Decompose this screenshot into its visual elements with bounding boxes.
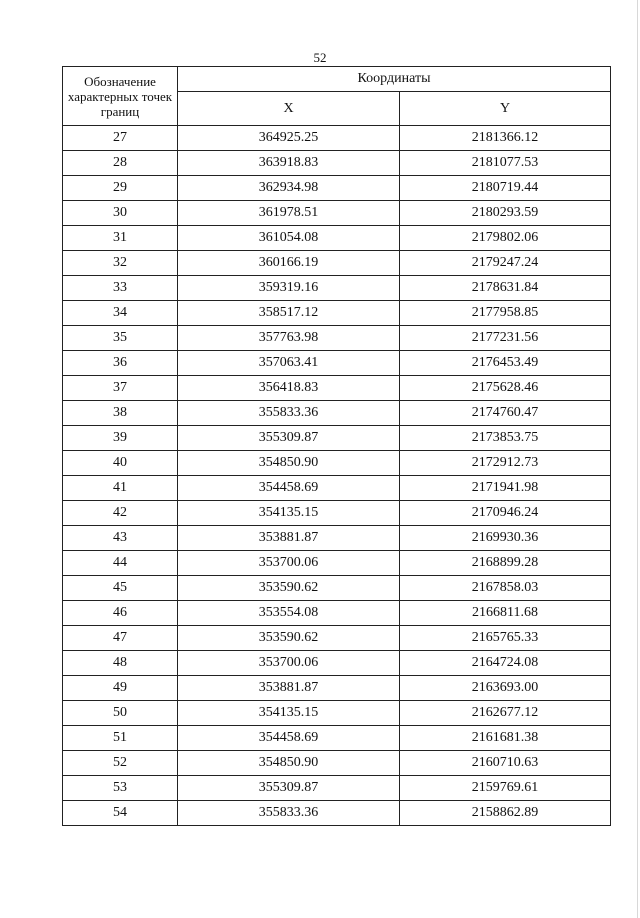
y-cell: 2180293.59	[400, 201, 611, 226]
table-row	[63, 751, 611, 776]
point-cell: 54	[63, 801, 178, 826]
table-row	[63, 626, 611, 651]
x-cell: 357763.98	[178, 326, 400, 351]
point-cell: 42	[63, 501, 178, 526]
point-cell: 31	[63, 226, 178, 251]
point-cell: 29	[63, 176, 178, 201]
x-cell: 353590.62	[178, 626, 400, 651]
x-cell: 356418.83	[178, 376, 400, 401]
y-cell: 2179247.24	[400, 251, 611, 276]
y-cell: 2171941.98	[400, 476, 611, 501]
point-cell: 46	[63, 601, 178, 626]
header-y: Y	[400, 92, 611, 126]
x-cell: 353700.06	[178, 651, 400, 676]
y-cell: 2167858.03	[400, 576, 611, 601]
x-cell: 359319.16	[178, 276, 400, 301]
y-cell: 2159769.61	[400, 776, 611, 801]
table-row	[63, 401, 611, 426]
x-cell: 354135.15	[178, 501, 400, 526]
point-cell: 43	[63, 526, 178, 551]
point-cell: 35	[63, 326, 178, 351]
x-cell: 353881.87	[178, 526, 400, 551]
x-cell: 363918.83	[178, 151, 400, 176]
table-row	[63, 226, 611, 251]
x-cell: 355833.36	[178, 801, 400, 826]
y-cell: 2164724.08	[400, 651, 611, 676]
y-cell: 2176453.49	[400, 351, 611, 376]
y-cell: 2160710.63	[400, 751, 611, 776]
y-cell: 2177958.85	[400, 301, 611, 326]
point-cell: 45	[63, 576, 178, 601]
table-body	[63, 126, 611, 826]
scan-edge	[637, 0, 638, 918]
y-cell: 2169930.36	[400, 526, 611, 551]
x-cell: 353700.06	[178, 551, 400, 576]
y-cell: 2172912.73	[400, 451, 611, 476]
y-cell: 2166811.68	[400, 601, 611, 626]
table-row	[63, 326, 611, 351]
x-cell: 353590.62	[178, 576, 400, 601]
y-cell: 2173853.75	[400, 426, 611, 451]
header-point-label: Обозначение характерных точек границ	[63, 67, 178, 126]
table-row	[63, 651, 611, 676]
point-cell: 51	[63, 726, 178, 751]
x-cell: 361978.51	[178, 201, 400, 226]
x-cell: 354850.90	[178, 751, 400, 776]
point-cell: 28	[63, 151, 178, 176]
point-cell: 41	[63, 476, 178, 501]
y-cell: 2163693.00	[400, 676, 611, 701]
table-row	[63, 601, 611, 626]
table-row	[63, 176, 611, 201]
point-cell: 40	[63, 451, 178, 476]
y-cell: 2161681.38	[400, 726, 611, 751]
y-cell: 2175628.46	[400, 376, 611, 401]
table-row	[63, 276, 611, 301]
x-cell: 355309.87	[178, 426, 400, 451]
table-row	[63, 476, 611, 501]
point-cell: 36	[63, 351, 178, 376]
header-x: X	[178, 92, 400, 126]
x-cell: 357063.41	[178, 351, 400, 376]
coordinates-table	[62, 66, 611, 826]
x-cell: 354458.69	[178, 726, 400, 751]
x-cell: 353554.08	[178, 601, 400, 626]
y-cell: 2178631.84	[400, 276, 611, 301]
table-row	[63, 776, 611, 801]
point-cell: 33	[63, 276, 178, 301]
point-cell: 48	[63, 651, 178, 676]
point-cell: 37	[63, 376, 178, 401]
table-row	[63, 376, 611, 401]
table-row	[63, 726, 611, 751]
point-cell: 30	[63, 201, 178, 226]
table-row	[63, 301, 611, 326]
table-row	[63, 201, 611, 226]
x-cell: 361054.08	[178, 226, 400, 251]
table-row	[63, 801, 611, 826]
y-cell: 2180719.44	[400, 176, 611, 201]
y-cell: 2181077.53	[400, 151, 611, 176]
y-cell: 2165765.33	[400, 626, 611, 651]
x-cell: 364925.25	[178, 126, 400, 151]
table-row	[63, 251, 611, 276]
x-cell: 355309.87	[178, 776, 400, 801]
point-cell: 39	[63, 426, 178, 451]
point-cell: 52	[63, 751, 178, 776]
table-row	[63, 701, 611, 726]
table-row	[63, 151, 611, 176]
x-cell: 354135.15	[178, 701, 400, 726]
y-cell: 2162677.12	[400, 701, 611, 726]
table-row	[63, 526, 611, 551]
y-cell: 2170946.24	[400, 501, 611, 526]
point-cell: 27	[63, 126, 178, 151]
point-cell: 53	[63, 776, 178, 801]
point-cell: 47	[63, 626, 178, 651]
table-row	[63, 551, 611, 576]
x-cell: 353881.87	[178, 676, 400, 701]
point-cell: 34	[63, 301, 178, 326]
point-cell: 44	[63, 551, 178, 576]
y-cell: 2168899.28	[400, 551, 611, 576]
table-row	[63, 451, 611, 476]
x-cell: 354850.90	[178, 451, 400, 476]
header-coordinates: Координаты	[178, 67, 611, 92]
x-cell: 362934.98	[178, 176, 400, 201]
point-cell: 50	[63, 701, 178, 726]
y-cell: 2174760.47	[400, 401, 611, 426]
y-cell: 2177231.56	[400, 326, 611, 351]
point-cell: 38	[63, 401, 178, 426]
point-cell: 49	[63, 676, 178, 701]
table-row	[63, 426, 611, 451]
table-row	[63, 126, 611, 151]
y-cell: 2158862.89	[400, 801, 611, 826]
table-row	[63, 351, 611, 376]
table-row	[63, 576, 611, 601]
x-cell: 360166.19	[178, 251, 400, 276]
point-cell: 32	[63, 251, 178, 276]
x-cell: 355833.36	[178, 401, 400, 426]
page-number: 52	[313, 50, 327, 65]
x-cell: 354458.69	[178, 476, 400, 501]
table-row	[63, 676, 611, 701]
x-cell: 358517.12	[178, 301, 400, 326]
y-cell: 2179802.06	[400, 226, 611, 251]
table-row	[63, 501, 611, 526]
y-cell: 2181366.12	[400, 126, 611, 151]
